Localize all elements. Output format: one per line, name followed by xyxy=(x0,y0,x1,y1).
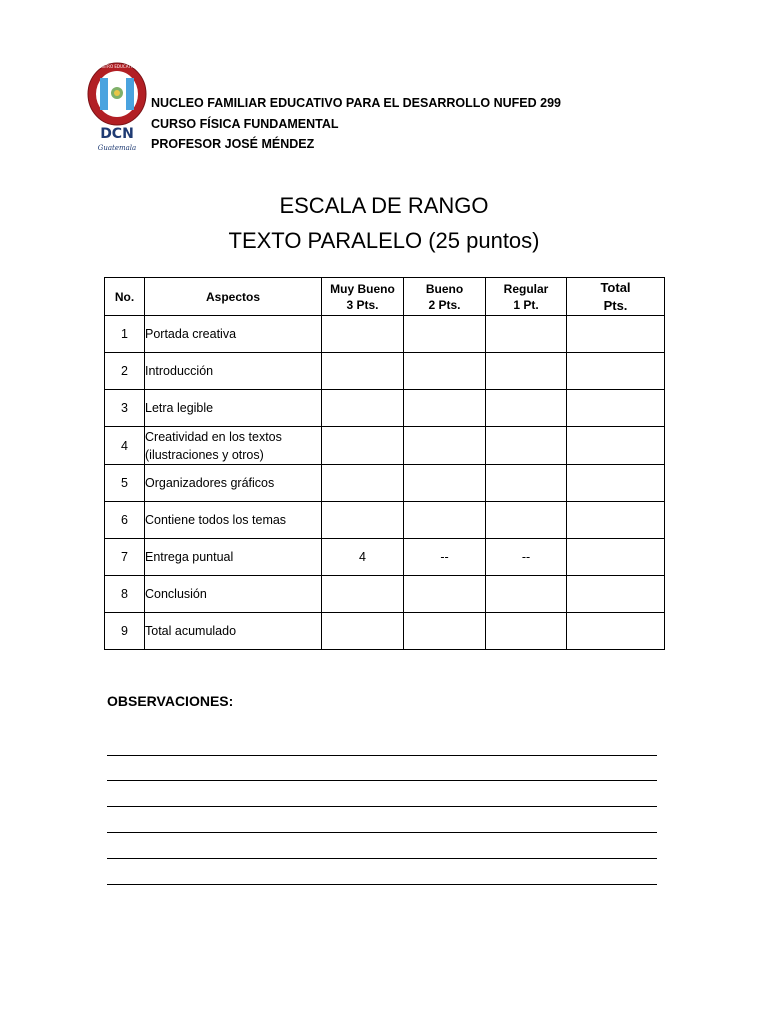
table-row: 7 Entrega puntual 4 -- -- xyxy=(105,539,665,576)
document-title: ESCALA DE RANGO xyxy=(279,193,489,218)
total-cell[interactable] xyxy=(567,465,665,502)
score-cell[interactable] xyxy=(322,502,404,539)
table-row: 1 Portada creativa xyxy=(105,316,665,353)
total-cell[interactable] xyxy=(567,576,665,613)
observation-line[interactable] xyxy=(107,858,657,859)
document-subtitle: TEXTO PARALELO (25 puntos) xyxy=(228,228,540,253)
score-cell[interactable] xyxy=(322,613,404,650)
score-cell[interactable] xyxy=(486,576,567,613)
score-cell[interactable] xyxy=(322,427,404,465)
logo-ring-text: CENTRO EDUCATIVO xyxy=(96,64,138,69)
score-cell[interactable]: -- xyxy=(404,539,486,576)
score-cell[interactable] xyxy=(486,353,567,390)
observations-label: OBSERVACIONES: xyxy=(107,693,234,709)
observation-line[interactable] xyxy=(107,780,657,781)
observation-line[interactable] xyxy=(107,884,657,885)
observation-line[interactable] xyxy=(107,755,657,756)
total-cell[interactable] xyxy=(567,613,665,650)
rubric-table xyxy=(104,277,665,650)
score-cell[interactable] xyxy=(322,316,404,353)
institution-name: NUCLEO FAMILIAR EDUCATIVO PARA EL DESARROLLO NUFED 299 xyxy=(151,96,561,110)
table-row: 6 Contiene todos los temas xyxy=(105,502,665,539)
score-cell[interactable] xyxy=(486,390,567,427)
header-block xyxy=(151,93,561,155)
score-cell[interactable] xyxy=(404,465,486,502)
header-bueno: Bueno 2 Pts. xyxy=(404,278,486,316)
score-cell[interactable] xyxy=(404,353,486,390)
table-row: 3 Letra legible xyxy=(105,390,665,427)
score-cell[interactable] xyxy=(486,427,567,465)
header-muy-bueno: Muy Bueno 3 Pts. xyxy=(322,278,404,316)
total-cell[interactable] xyxy=(567,390,665,427)
course-name: CURSO FÍSICA FUNDAMENTAL xyxy=(151,116,339,131)
score-cell[interactable] xyxy=(322,390,404,427)
logo-letters: DCN xyxy=(100,126,134,142)
score-cell[interactable] xyxy=(486,502,567,539)
observation-line[interactable] xyxy=(107,806,657,807)
header-aspectos: Aspectos xyxy=(145,278,322,316)
total-cell[interactable] xyxy=(567,539,665,576)
observation-line[interactable] xyxy=(107,832,657,833)
score-cell[interactable] xyxy=(322,465,404,502)
table-row: 9 Total acumulado xyxy=(105,613,665,650)
score-cell[interactable] xyxy=(404,502,486,539)
score-cell[interactable]: -- xyxy=(486,539,567,576)
score-cell[interactable] xyxy=(486,465,567,502)
table-header-row xyxy=(105,278,665,316)
teacher-name: PROFESOR JOSÉ MÉNDEZ xyxy=(151,137,315,151)
score-cell[interactable] xyxy=(322,576,404,613)
score-cell[interactable] xyxy=(404,427,486,465)
score-cell[interactable]: 4 xyxy=(322,539,404,576)
total-cell[interactable] xyxy=(567,353,665,390)
header-no: No. xyxy=(105,278,145,316)
score-cell[interactable] xyxy=(404,390,486,427)
score-cell[interactable] xyxy=(486,316,567,353)
score-cell[interactable] xyxy=(486,613,567,650)
header-total: Total Pts. xyxy=(567,278,665,316)
total-cell[interactable] xyxy=(567,316,665,353)
table-row: 2 Introducción xyxy=(105,353,665,390)
header-regular: Regular 1 Pt. xyxy=(486,278,567,316)
score-cell[interactable] xyxy=(404,316,486,353)
table-row: 5 Organizadores gráficos xyxy=(105,465,665,502)
school-crest-icon xyxy=(86,62,148,154)
table-row: 8 Conclusión xyxy=(105,576,665,613)
table-row: 4 Creatividad en los textos (ilustraciones y otros) xyxy=(105,427,665,465)
total-cell[interactable] xyxy=(567,502,665,539)
total-cell[interactable] xyxy=(567,427,665,465)
score-cell[interactable] xyxy=(404,613,486,650)
logo-script: Guatemala xyxy=(97,144,137,152)
school-logo xyxy=(86,62,148,154)
score-cell[interactable] xyxy=(322,353,404,390)
score-cell[interactable] xyxy=(404,576,486,613)
